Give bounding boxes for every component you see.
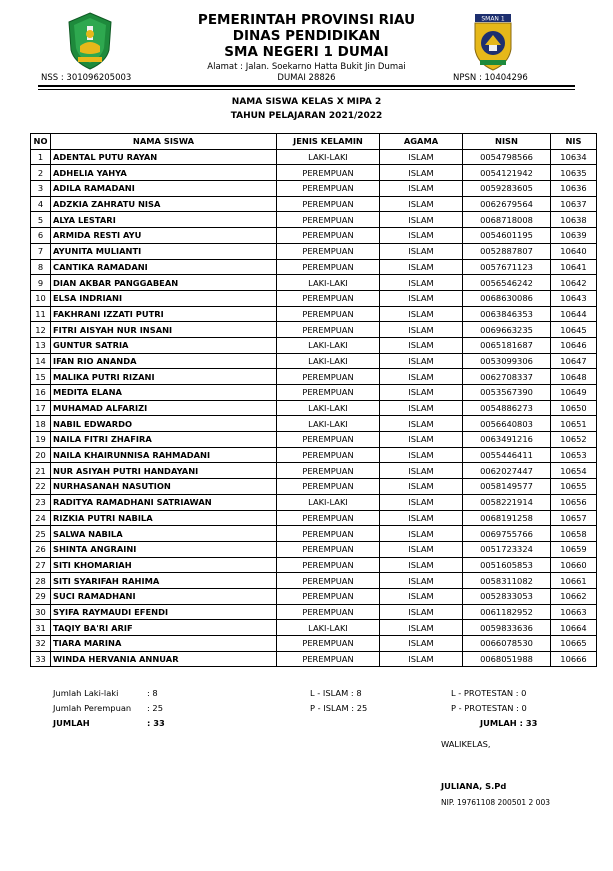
religion: ISLAM (380, 165, 463, 181)
nis: 10660 (551, 557, 597, 573)
gender: PEREMPUAN (277, 636, 380, 652)
gender: PEREMPUAN (277, 541, 380, 557)
gender: LAKI-LAKI (277, 149, 380, 165)
male-protestant-count: L - PROTESTAN : 0 (451, 688, 527, 698)
religion: ISLAM (380, 416, 463, 432)
nisn: 0059283605 (463, 181, 551, 197)
nisn: 0052833053 (463, 588, 551, 604)
nisn: 0059833636 (463, 620, 551, 636)
nisn: 0062027447 (463, 463, 551, 479)
gender: PEREMPUAN (277, 212, 380, 228)
religion: ISLAM (380, 400, 463, 416)
nis: 10666 (551, 651, 597, 667)
row-number: 10 (31, 290, 51, 306)
row-number: 1 (31, 149, 51, 165)
nis: 10657 (551, 510, 597, 526)
religion: ISLAM (380, 196, 463, 212)
nisn: 0062708337 (463, 369, 551, 385)
header-rule-thin (38, 89, 575, 90)
student-name: SHINTA ANGRAINI (51, 541, 277, 557)
gender: PEREMPUAN (277, 526, 380, 542)
religion: ISLAM (380, 588, 463, 604)
nisn: 0053099306 (463, 353, 551, 369)
header-address: Alamat : Jalan. Soekarno Hatta Bukit Jin Dumai (207, 62, 406, 72)
gender: LAKI-LAKI (277, 353, 380, 369)
nis: 10639 (551, 228, 597, 244)
religion: ISLAM (380, 181, 463, 197)
nis: 10643 (551, 290, 597, 306)
gender: PEREMPUAN (277, 447, 380, 463)
gender: PEREMPUAN (277, 290, 380, 306)
row-number: 17 (31, 400, 51, 416)
row-number: 26 (31, 541, 51, 557)
student-name: GUNTUR SATRIA (51, 337, 277, 353)
student-name: NAILA FITRI ZHAFIRA (51, 432, 277, 448)
nis: 10640 (551, 243, 597, 259)
total-right: JUMLAH : 33 (480, 718, 538, 728)
nisn: 0054601195 (463, 228, 551, 244)
signature-name: JULIANA, S.Pd (441, 781, 507, 791)
religion: ISLAM (380, 337, 463, 353)
student-name: IFAN RIO ANANDA (51, 353, 277, 369)
nis: 10659 (551, 541, 597, 557)
row-number: 14 (31, 353, 51, 369)
student-name: MUHAMAD ALFARIZI (51, 400, 277, 416)
female-count-label: Jumlah Perempuan (53, 703, 132, 713)
religion: ISLAM (380, 212, 463, 228)
row-number: 27 (31, 557, 51, 573)
row-number: 29 (31, 588, 51, 604)
row-number: 22 (31, 479, 51, 495)
nis: 10654 (551, 463, 597, 479)
nisn: 0068718008 (463, 212, 551, 228)
gender: PEREMPUAN (277, 322, 380, 338)
nisn: 0055446411 (463, 447, 551, 463)
nis: 10637 (551, 196, 597, 212)
row-number: 23 (31, 494, 51, 510)
row-number: 13 (31, 337, 51, 353)
table-row (31, 290, 597, 306)
table-row (31, 651, 597, 667)
row-number: 15 (31, 369, 51, 385)
signature-role: WALIKELAS, (441, 739, 491, 749)
student-name: ADENTAL PUTU RAYAN (51, 149, 277, 165)
student-name: AYUNITA MULIANTI (51, 243, 277, 259)
row-number: 9 (31, 275, 51, 291)
gender: PEREMPUAN (277, 432, 380, 448)
nis: 10647 (551, 353, 597, 369)
row-number: 16 (31, 385, 51, 401)
table-row (31, 479, 597, 495)
nisn: 0068191258 (463, 510, 551, 526)
table-row (31, 636, 597, 652)
student-name: TIARA MARINA (51, 636, 277, 652)
signature-nip: NIP. 19761108 200501 2 003 (441, 798, 550, 807)
nis: 10634 (551, 149, 597, 165)
religion: ISLAM (380, 149, 463, 165)
row-number: 7 (31, 243, 51, 259)
table-body (31, 149, 597, 667)
table-row (31, 243, 597, 259)
table-header-row (31, 134, 597, 150)
nisn: 0063846353 (463, 306, 551, 322)
table-row (31, 526, 597, 542)
npsn-number: NPSN : 10404296 (453, 73, 528, 83)
religion: ISLAM (380, 353, 463, 369)
row-number: 33 (31, 651, 51, 667)
nisn: 0058149577 (463, 479, 551, 495)
student-name: SITI SYARIFAH RAHIMA (51, 573, 277, 589)
student-name: ADHELIA YAHYA (51, 165, 277, 181)
gender: PEREMPUAN (277, 243, 380, 259)
nis: 10642 (551, 275, 597, 291)
female-islam-count: P - ISLAM : 25 (310, 703, 368, 713)
row-number: 5 (31, 212, 51, 228)
header-rule-thick (38, 85, 575, 87)
header-department: DINAS PENDIDIKAN (232, 28, 381, 44)
gender: PEREMPUAN (277, 651, 380, 667)
total-label: JUMLAH (53, 718, 90, 728)
table-row (31, 573, 597, 589)
nisn: 0068051988 (463, 651, 551, 667)
student-name: NAILA KHAIRUNNISA RAHMADANI (51, 447, 277, 463)
gender: LAKI-LAKI (277, 275, 380, 291)
student-name: TAQIY BA'RI ARIF (51, 620, 277, 636)
table-row (31, 557, 597, 573)
student-table (30, 133, 597, 667)
table-row (31, 588, 597, 604)
table-row (31, 306, 597, 322)
student-name: SALWA NABILA (51, 526, 277, 542)
row-number: 24 (31, 510, 51, 526)
gender: PEREMPUAN (277, 165, 380, 181)
row-number: 21 (31, 463, 51, 479)
row-number: 3 (31, 181, 51, 197)
row-number: 18 (31, 416, 51, 432)
religion: ISLAM (380, 259, 463, 275)
student-name: SUCI RAMADHANI (51, 588, 277, 604)
document-title: NAMA SISWA KELAS X MIPA 2 (231, 97, 382, 107)
religion: ISLAM (380, 432, 463, 448)
nisn: 0052887807 (463, 243, 551, 259)
gender: PEREMPUAN (277, 306, 380, 322)
nisn: 0056546242 (463, 275, 551, 291)
nis: 10661 (551, 573, 597, 589)
student-name: SITI KHOMARIAH (51, 557, 277, 573)
religion: ISLAM (380, 604, 463, 620)
row-number: 8 (31, 259, 51, 275)
table-row (31, 212, 597, 228)
religion: ISLAM (380, 243, 463, 259)
col-header-gender: JENIS KELAMIN (277, 134, 380, 150)
nisn: 0051723324 (463, 541, 551, 557)
table-row (31, 259, 597, 275)
religion: ISLAM (380, 510, 463, 526)
male-count-value: : 8 (147, 688, 158, 698)
male-islam-count: L - ISLAM : 8 (310, 688, 362, 698)
row-number: 11 (31, 306, 51, 322)
religion: ISLAM (380, 541, 463, 557)
nisn: 0062679564 (463, 196, 551, 212)
row-number: 32 (31, 636, 51, 652)
female-protestant-count: P - PROTESTAN : 0 (451, 703, 527, 713)
gender: PEREMPUAN (277, 196, 380, 212)
male-count-label: Jumlah Laki-laki (53, 688, 119, 698)
row-number: 25 (31, 526, 51, 542)
nis: 10648 (551, 369, 597, 385)
student-name: DIAN AKBAR PANGGABEAN (51, 275, 277, 291)
table-row (31, 353, 597, 369)
nisn: 0056640803 (463, 416, 551, 432)
row-number: 28 (31, 573, 51, 589)
table-row (31, 400, 597, 416)
religion: ISLAM (380, 290, 463, 306)
nisn: 0061182952 (463, 604, 551, 620)
nisn: 0069663235 (463, 322, 551, 338)
nis: 10644 (551, 306, 597, 322)
nis: 10656 (551, 494, 597, 510)
nis: 10662 (551, 588, 597, 604)
table-row (31, 196, 597, 212)
nis: 10653 (551, 447, 597, 463)
religion: ISLAM (380, 306, 463, 322)
nisn: 0069755766 (463, 526, 551, 542)
col-header-nis: NIS (551, 134, 597, 150)
table-row (31, 369, 597, 385)
col-header-no: NO (31, 134, 51, 150)
religion: ISLAM (380, 228, 463, 244)
table-row (31, 463, 597, 479)
gender: LAKI-LAKI (277, 400, 380, 416)
academic-year: TAHUN PELAJARAN 2021/2022 (230, 111, 383, 121)
gender: PEREMPUAN (277, 604, 380, 620)
col-header-name: NAMA SISWA (51, 134, 277, 150)
religion: ISLAM (380, 275, 463, 291)
nis: 10650 (551, 400, 597, 416)
gender: PEREMPUAN (277, 510, 380, 526)
student-name: ALYA LESTARI (51, 212, 277, 228)
gender: LAKI-LAKI (277, 416, 380, 432)
row-number: 2 (31, 165, 51, 181)
nis: 10649 (551, 385, 597, 401)
religion: ISLAM (380, 479, 463, 495)
nis: 10635 (551, 165, 597, 181)
nis: 10658 (551, 526, 597, 542)
nis: 10663 (551, 604, 597, 620)
student-name: ARMIDA RESTI AYU (51, 228, 277, 244)
student-name: RADITYA RAMADHANI SATRIAWAN (51, 494, 277, 510)
religion: ISLAM (380, 651, 463, 667)
table-row (31, 432, 597, 448)
gender: LAKI-LAKI (277, 620, 380, 636)
religion: ISLAM (380, 620, 463, 636)
nisn: 0058311082 (463, 573, 551, 589)
nis: 10646 (551, 337, 597, 353)
table-row (31, 494, 597, 510)
nisn: 0054886273 (463, 400, 551, 416)
student-name: FITRI AISYAH NUR INSANI (51, 322, 277, 338)
table-row (31, 149, 597, 165)
religion: ISLAM (380, 573, 463, 589)
gender: LAKI-LAKI (277, 337, 380, 353)
student-name: RIZKIA PUTRI NABILA (51, 510, 277, 526)
school-logo-text: SMAN 1 (481, 15, 505, 23)
gender: PEREMPUAN (277, 588, 380, 604)
nis: 10665 (551, 636, 597, 652)
table-row (31, 416, 597, 432)
header-school-name: SMA NEGERI 1 DUMAI (224, 44, 389, 60)
nisn: 0053567390 (463, 385, 551, 401)
table-row (31, 228, 597, 244)
table-row (31, 604, 597, 620)
row-number: 31 (31, 620, 51, 636)
student-name: MEDITA ELANA (51, 385, 277, 401)
nisn: 0058221914 (463, 494, 551, 510)
religion: ISLAM (380, 494, 463, 510)
row-number: 12 (31, 322, 51, 338)
nss-number: NSS : 301096205003 (41, 73, 132, 83)
nis: 10652 (551, 432, 597, 448)
gender: PEREMPUAN (277, 369, 380, 385)
table-row (31, 620, 597, 636)
nis: 10651 (551, 416, 597, 432)
student-name: NABIL EDWARDO (51, 416, 277, 432)
gender: PEREMPUAN (277, 573, 380, 589)
nis: 10664 (551, 620, 597, 636)
row-number: 4 (31, 196, 51, 212)
student-name: WINDA HERVANIA ANNUAR (51, 651, 277, 667)
row-number: 30 (31, 604, 51, 620)
header-government: PEMERINTAH PROVINSI RIAU (197, 12, 416, 28)
nisn: 0063491216 (463, 432, 551, 448)
religion: ISLAM (380, 385, 463, 401)
table-row (31, 275, 597, 291)
gender: PEREMPUAN (277, 479, 380, 495)
nisn: 0054798566 (463, 149, 551, 165)
student-name: ADILA RAMADANI (51, 181, 277, 197)
nisn: 0066078530 (463, 636, 551, 652)
gender: PEREMPUAN (277, 181, 380, 197)
gender: PEREMPUAN (277, 557, 380, 573)
nis: 10638 (551, 212, 597, 228)
nisn: 0065181687 (463, 337, 551, 353)
female-count-value: : 25 (147, 703, 163, 713)
religion: ISLAM (380, 557, 463, 573)
nisn: 0068630086 (463, 290, 551, 306)
row-number: 19 (31, 432, 51, 448)
table-row (31, 165, 597, 181)
nisn: 0051605853 (463, 557, 551, 573)
nis: 10641 (551, 259, 597, 275)
col-header-nisn: NISN (463, 134, 551, 150)
nisn: 0054121942 (463, 165, 551, 181)
nis: 10645 (551, 322, 597, 338)
student-name: CANTIKA RAMADANI (51, 259, 277, 275)
table-row (31, 385, 597, 401)
table-row (31, 337, 597, 353)
table-row (31, 322, 597, 338)
student-name: FAKHRANI IZZATI PUTRI (51, 306, 277, 322)
nisn: 0057671123 (463, 259, 551, 275)
student-name: NUR ASIYAH PUTRI HANDAYANI (51, 463, 277, 479)
gender: PEREMPUAN (277, 259, 380, 275)
table-row (31, 447, 597, 463)
header-city: DUMAI 28826 (277, 73, 336, 83)
gender: PEREMPUAN (277, 385, 380, 401)
religion: ISLAM (380, 369, 463, 385)
gender: PEREMPUAN (277, 228, 380, 244)
row-number: 6 (31, 228, 51, 244)
total-value: : 33 (147, 718, 165, 728)
table-row (31, 181, 597, 197)
nis: 10655 (551, 479, 597, 495)
gender: PEREMPUAN (277, 463, 380, 479)
row-number: 20 (31, 447, 51, 463)
religion: ISLAM (380, 526, 463, 542)
religion: ISLAM (380, 636, 463, 652)
table-row (31, 510, 597, 526)
religion: ISLAM (380, 447, 463, 463)
nis: 10636 (551, 181, 597, 197)
col-header-religion: AGAMA (380, 134, 463, 150)
religion: ISLAM (380, 463, 463, 479)
religion: ISLAM (380, 322, 463, 338)
student-name: SYIFA RAYMAUDI EFENDI (51, 604, 277, 620)
table-row (31, 541, 597, 557)
student-name: MALIKA PUTRI RIZANI (51, 369, 277, 385)
gender: LAKI-LAKI (277, 494, 380, 510)
student-name: ELSA INDRIANI (51, 290, 277, 306)
student-name: ADZKIA ZAHRATU NISA (51, 196, 277, 212)
student-name: NURHASANAH NASUTION (51, 479, 277, 495)
